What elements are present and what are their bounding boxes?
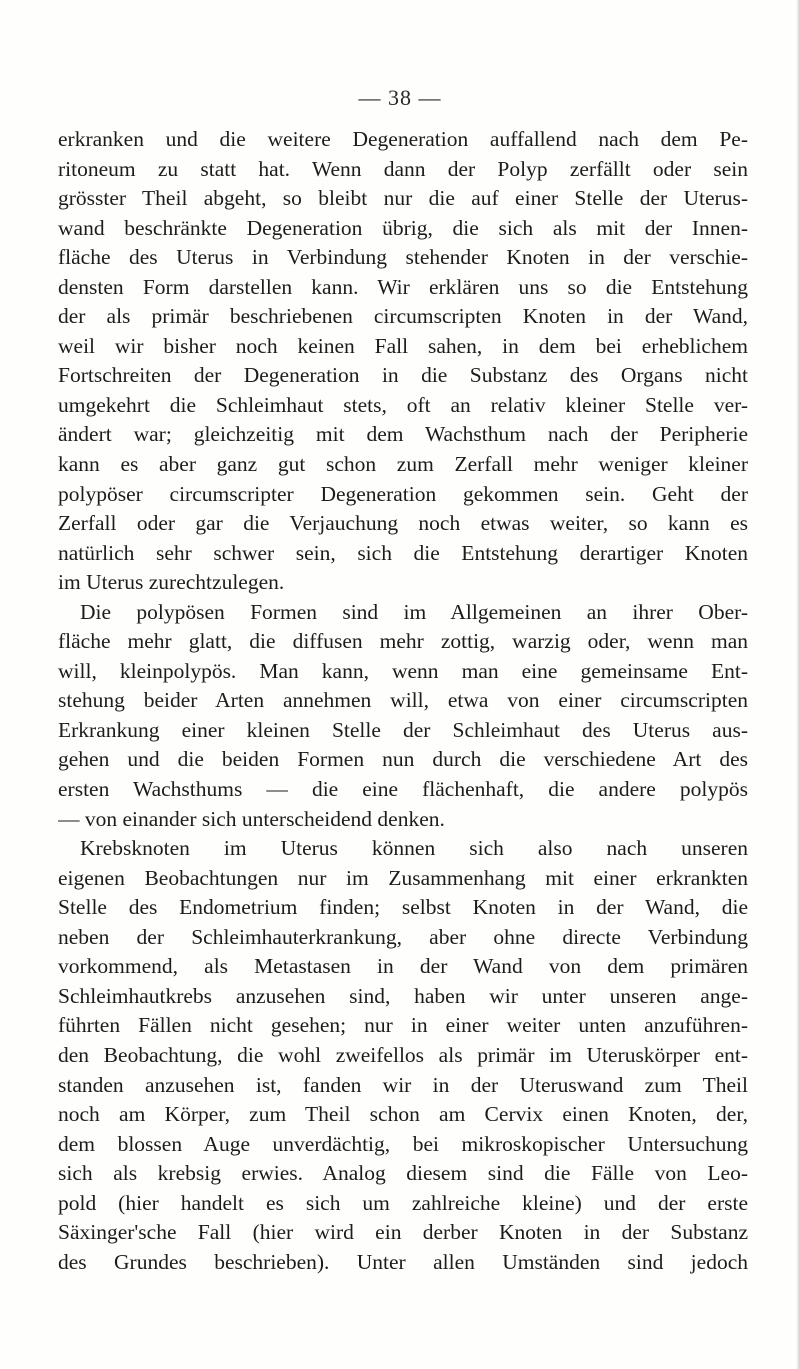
text-line: wand beschränkte Degeneration übrig, die sich als mit der Innen- [58,215,748,240]
text-line: kann es aber ganz gut schon zum Zerfall mehr weniger kleiner [58,452,748,477]
text-line: natürlich sehr schwer sein, sich die Entstehung derartiger Knoten [58,540,748,565]
text-line: fläche des Uterus in Verbindung stehender Knoten in der verschie- [58,245,748,270]
text-line: gehen und die beiden Formen nun durch die verschiedene Art des [58,747,748,772]
text-line: umgekehrt die Schleimhaut stets, oft an relativ kleiner Stelle ver- [58,392,748,417]
text-line: fläche mehr glatt, die diffusen mehr zottig, warzig oder, wenn man [58,629,748,654]
text-line: der als primär beschriebenen circumscripten Knoten in der Wand, [58,304,748,329]
text-line: Stelle des Endometrium finden; selbst Knoten in der Wand, die [58,895,748,920]
paragraph-end-line: im Uterus zurechtzulegen. [58,570,285,595]
text-line: Fortschreiten der Degeneration in die Substanz des Organs nicht [58,363,748,388]
text-line: neben der Schleimhauterkrankung, aber ohne directe Verbindung [58,924,748,949]
page-edge-shadow [796,0,800,1369]
text-line: standen anzusehen ist, fanden wir in der Uteruswand zum Theil [58,1072,748,1097]
text-line: sich als krebsig erwies. Analog diesem sind die Fälle von Leo- [58,1161,748,1186]
text-line: noch am Körper, zum Theil schon am Cervix einen Knoten, der, [58,1102,748,1127]
text-line: densten Form darstellen kann. Wir erklären uns so die Entstehung [58,274,748,299]
page-number: — 38 — [358,85,442,110]
text-line: erkranken und die weitere Degeneration auffallend nach dem Pe- [58,127,748,151]
text-line: des Grundes beschrieben). Unter allen Umständen sind jedoch [58,1249,748,1274]
text-line: führten Fällen nicht gesehen; nur in einer weiter unten anzuführen- [58,1013,748,1038]
text-line: vorkommend, als Metastasen in der Wand von dem primären [58,954,748,979]
text-line: ersten Wachsthums — die eine flächenhaft, die andere polypös [58,777,748,802]
text-line: ändert war; gleichzeitig mit dem Wachsthum nach der Peripherie [58,422,748,447]
paragraph-start-line: Die polypösen Formen sind im Allgemeinen an ihrer Ober- [80,599,748,624]
body-text [58,125,748,1277]
text-line: ritoneum zu statt hat. Wenn dann der Polyp zerfällt oder sein [58,156,748,181]
text-line: stehung beider Arten annehmen will, etwa von einer circumscripten [58,688,748,713]
text-line: Zerfall oder gar die Verjauchung noch etwas weiter, so kann es [58,511,748,536]
text-line: eigenen Beobachtungen nur im Zusammenhang mit einer erkrankten [58,865,748,890]
text-line: pold (hier handelt es sich um zahlreiche kleine) und der erste [58,1190,748,1215]
paragraph-start-line: Krebsknoten im Uterus können sich also nach unseren [80,836,748,861]
text-line: grösster Theil abgeht, so bleibt nur die auf einer Stelle der Uterus- [58,186,748,211]
text-line: dem blossen Auge unverdächtig, bei mikroskopischer Untersuchung [58,1131,748,1156]
text-line: will, kleinpolypös. Man kann, wenn man eine gemeinsame Ent- [58,658,748,683]
text-line: polypöser circumscripter Degeneration gekommen sein. Geht der [58,481,748,506]
text-line: den Beobachtung, die wohl zweifellos als primär im Uteruskörper ent- [58,1042,748,1067]
text-line: weil wir bisher noch keinen Fall sahen, in dem bei erheblichem [58,333,748,358]
text-line: Erkrankung einer kleinen Stelle der Schleimhaut des Uterus aus- [58,717,748,742]
text-line: Schleimhautkrebs anzusehen sind, haben wir unter unseren ange- [58,983,748,1008]
text-line: Säxinger'sche Fall (hier wird ein derber Knoten in der Substanz [58,1220,748,1245]
paragraph-end-line: — von einander sich unterscheidend denken. [58,806,445,831]
